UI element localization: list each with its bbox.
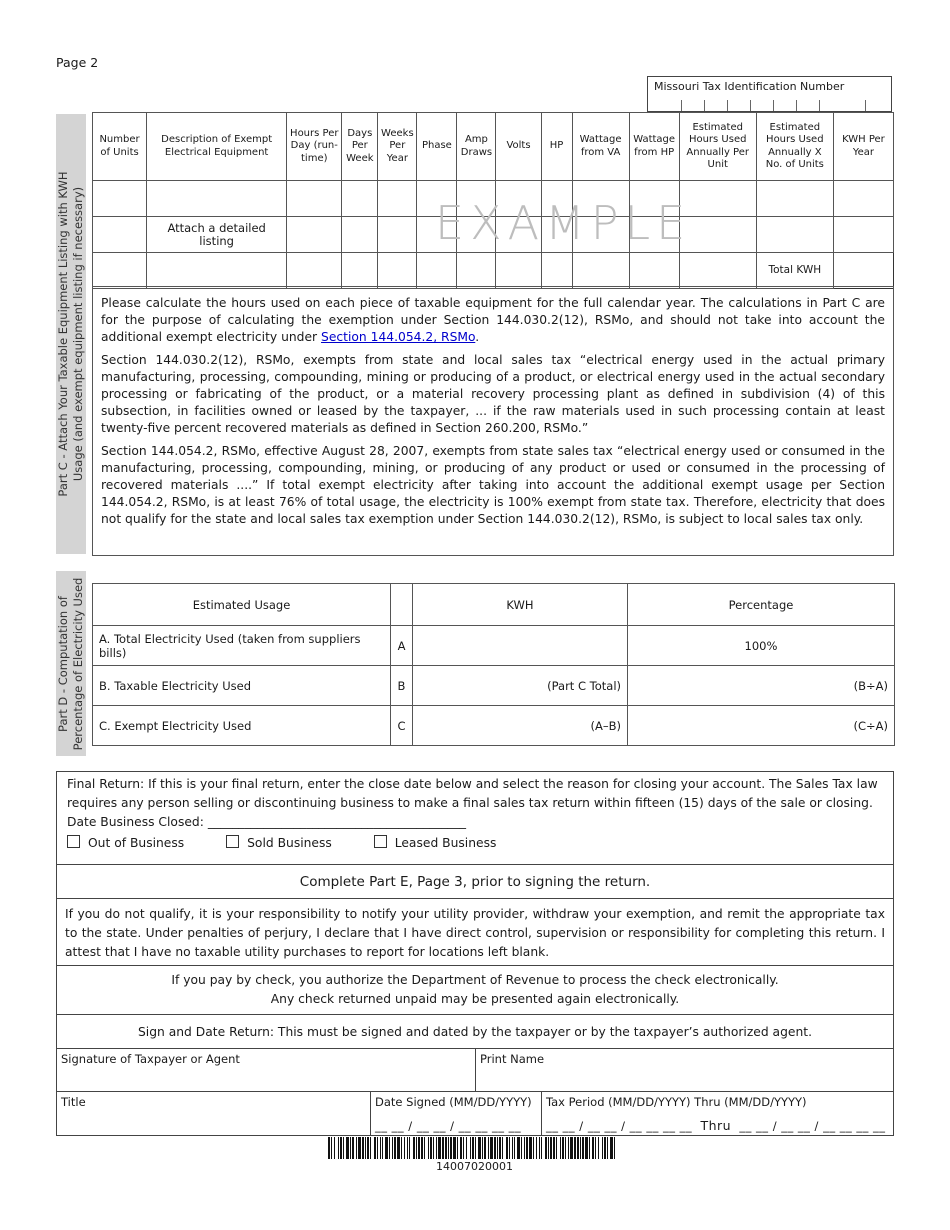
tax-period-from[interactable]: __ __ / __ __ / __ __ __ __ [546,1119,693,1133]
barcode-bar [556,1137,557,1159]
col-number-of-units: Number of Units [93,113,147,181]
barcode-bar [497,1137,498,1159]
tax-period-field[interactable] [541,1092,893,1135]
barcode-bar [463,1137,464,1159]
date-closed-field[interactable] [67,813,883,832]
thru-label: Thru [700,1118,732,1133]
title-date-row [57,1092,893,1135]
header-percentage: Percentage [628,584,895,626]
barcode-bar [482,1137,483,1159]
barcode-bar [404,1137,405,1159]
barcode-bar [346,1137,349,1159]
barcode-bar [382,1137,383,1159]
example-watermark: EXAMPLE [435,196,692,250]
title-label: Title [61,1095,86,1109]
barcode-bar [488,1137,489,1159]
barcode-bar [401,1137,402,1159]
barcode-bar [460,1137,462,1159]
row-b-label: B. Taxable Electricity Used [93,666,391,706]
barcode-bar [570,1137,573,1159]
barcode-bar [539,1137,540,1159]
barcode-bar [394,1137,396,1159]
header-estimated-usage: Estimated Usage [93,584,391,626]
barcode-bar [424,1137,425,1159]
barcode-bar [416,1137,417,1159]
barcode-bar [409,1137,410,1159]
sign-and-date-instruction: Sign and Date Return: This must be signed and dated by the taxpayer or by the taxpayer’s authorized agent. [57,1015,893,1049]
row-b-kwh[interactable]: (Part C Total) [413,666,628,706]
check-text-1: If you pay by check, you authorize the Department of Revenue to process the check electronically. [171,973,779,987]
barcode-bar [397,1137,400,1159]
barcode-bar [358,1137,361,1159]
barcode-bar [453,1137,456,1159]
tax-id-box[interactable] [647,76,892,112]
barcode-bar [343,1137,344,1159]
barcode-bar [580,1137,581,1159]
part-c-title-line2: Usage (and exempt equipment listing if necessary) [71,186,85,482]
barcode-bar [370,1137,371,1159]
barcode-bar [550,1137,552,1159]
barcode-bar [568,1137,569,1159]
signature-row [57,1049,893,1092]
barcode-bar [389,1137,390,1159]
part-d-title-line2: Percentage of Electricity Used [71,577,85,750]
date-closed-label: Date Business Closed: [67,815,204,829]
barcode-bar [350,1137,351,1159]
barcode-bar [418,1137,420,1159]
barcode-bar [374,1137,376,1159]
final-return-section [57,772,893,865]
part-c-title-line1: Part C - Attach Your Taxable Equipment Listing with KWH [56,171,70,497]
barcode-bar [331,1137,332,1159]
checkbox-icon[interactable] [67,835,80,848]
barcode-bar [604,1137,606,1159]
row-c-label: C. Exempt Electricity Used [93,706,391,746]
barcode-bar [450,1137,452,1159]
barcode-bar [421,1137,423,1159]
perjury-statement: If you do not qualify, it is your responsibility to notify your utility provider, withdraw your exemption, and remit the appropriate tax to the state. Under penalties of perjury, I declare that I have direct control, supervision or responsibility for completing this return. I attest that I have no taxable utility purchases to report for locations left blank. [57,899,893,966]
date-signed-label: Date Signed (MM/DD/YYYY) [375,1095,532,1109]
checkbox-out-of-business[interactable]: Out of Business [67,834,184,853]
barcode-bar [512,1137,513,1159]
barcode-bar [598,1137,599,1159]
row-a-kwh[interactable] [413,626,628,666]
barcode-bar [577,1137,579,1159]
barcode-bar [334,1137,335,1159]
total-kwh-input[interactable] [833,253,893,289]
section-144-054-link[interactable]: Section 144.054.2, RSMo [321,330,476,344]
complete-part-e-note: Complete Part E, Page 3, prior to signing the return. [57,865,893,899]
header-kwh: KWH [413,584,628,626]
col-wattage-hp: Wattage from HP [629,113,679,181]
barcode-bar [445,1137,447,1159]
barcode-bar [377,1137,378,1159]
barcode-bar [365,1137,366,1159]
col-weeks-per-year: Weeks Per Year [378,113,417,181]
barcode-bar [484,1137,486,1159]
barcode-bar [356,1137,357,1159]
barcode-bar [560,1137,561,1159]
col-description: Description of Exempt Electrical Equipment [147,113,287,181]
col-days-per-week: Days Per Week [342,113,378,181]
barcode-bar [367,1137,369,1159]
barcode-bar [442,1137,444,1159]
barcode-bar [499,1137,501,1159]
barcode-bar [470,1137,471,1159]
barcode-bar [548,1137,549,1159]
barcode-bar [413,1137,415,1159]
table-row [93,626,895,666]
barcode-bar [433,1137,434,1159]
barcode-bar [521,1137,522,1159]
barcode-bar [380,1137,381,1159]
barcode-bar [514,1137,515,1159]
signature-label: Signature of Taxpayer or Agent [61,1052,240,1066]
barcode-bar [428,1137,429,1159]
barcode-bar [494,1137,496,1159]
barcode-bar [526,1137,528,1159]
print-name-field[interactable] [475,1049,893,1091]
barcode-bar [506,1137,508,1159]
check-text-2: Any check returned unpaid may be presented again electronically. [270,992,680,1006]
barcode-bar [565,1137,566,1159]
row-a-letter: A [391,626,413,666]
barcode-bar [529,1137,532,1159]
col-phase: Phase [417,113,457,181]
row-a-label: A. Total Electricity Used (taken from suppliers bills) [93,626,391,666]
date-signed-blank[interactable]: __ __ / __ __ / __ __ __ __ [375,1119,522,1133]
barcode-bar [436,1137,437,1159]
table-row [93,666,895,706]
date-signed-field[interactable] [370,1092,541,1135]
final-return-and-signature [56,771,894,1136]
instruction-paragraph-2: Section 144.030.2(12), RSMo, exempts from state and local sales tax “electrical energy used in the actual primary manufacturing, processing, compounding, mining or producing of a product, or electrical energy used in the actual secondary processing or fabricating of the product, or a material recovery processing plant as defined in subdivision (4) of this subsection, in facilities owned or leased by the taxpayer, ... if the raw materials used in such processing contain at least twenty-five percent recovered materials as defined in Section 260.200, RSMo.” [101,353,885,435]
barcode-bar [509,1137,510,1159]
instruction-paragraph-1: Please calculate the hours used on each piece of taxable equipment for the full calendar year. The calculations in Part C are for the purpose of calculating the exemption under Section 144.030.2(12), RSMo, and should not take into account the additional exempt electricity under Section 144.054.2, RSMo. [101,296,885,344]
title-field[interactable] [57,1092,370,1135]
barcode-bar [574,1137,576,1159]
electricity-usage-table [92,583,895,746]
barcode-bar [472,1137,474,1159]
final-return-text: Final Return: If this is your final return, enter the close date below and select the reason for closing your account. The Sales Tax law requires any person selling or discontinuing business to make a final sales tax return within fifteen (15) days of the sale or closing. [67,777,878,810]
barcode-bar [553,1137,555,1159]
attach-listing-note: Attach a detailed listing [147,217,287,253]
barcode-bar [392,1137,393,1159]
barcode-bar [352,1137,354,1159]
barcode-bar [541,1137,542,1159]
row-b-letter: B [391,666,413,706]
tax-id-label: Missouri Tax Identification Number [654,80,845,93]
date-closed-line[interactable]: __________________________________________ [207,815,467,829]
barcode-bar [448,1137,449,1159]
barcode-bar [545,1137,547,1159]
col-amp-draws: Amp Draws [457,113,496,181]
checkbox-leased-business[interactable]: Leased Business [374,834,497,853]
print-name-label: Print Name [480,1052,545,1066]
col-hours-per-day: Hours Per Day (run-time) [287,113,342,181]
barcode-bar [533,1137,534,1159]
col-hours-x-units: Estimated Hours Used Annually X No. of Units [756,113,833,181]
row-c-percentage[interactable]: (C÷A) [628,706,895,746]
barcode-number: 14007020001 [436,1160,513,1173]
barcode-bar [517,1137,520,1159]
row-b-percentage[interactable]: (B÷A) [628,666,895,706]
part-d-title-line1: Part D - Computation of [56,595,70,732]
tax-period-to[interactable]: __ __ / __ __ / __ __ __ __ [739,1119,886,1133]
barcode-bar [614,1137,615,1159]
barcode-bar [430,1137,432,1159]
col-kwh-per-year: KWH Per Year [833,113,893,181]
barcode-bar [585,1137,588,1159]
barcode-bar [457,1137,458,1159]
barcode [328,1137,616,1159]
row-c-kwh[interactable]: (A–B) [413,706,628,746]
page-label: Page 2 [56,55,99,70]
barcode-bar [610,1137,613,1159]
col-hours-per-unit: Estimated Hours Used Annually Per Unit [679,113,756,181]
barcode-bar [438,1137,441,1159]
col-wattage-va: Wattage from VA [572,113,629,181]
barcode-bar [340,1137,342,1159]
barcode-bar [589,1137,590,1159]
barcode-bar [475,1137,476,1159]
col-hp: HP [541,113,572,181]
barcode-bar [362,1137,364,1159]
barcode-bar [607,1137,608,1159]
barcode-bar [407,1137,408,1159]
barcode-bar [466,1137,467,1159]
row-a-percentage: 100% [628,626,895,666]
total-kwh-label: Total KWH [756,253,833,289]
barcode-bar [524,1137,525,1159]
barcode-bar [562,1137,564,1159]
instruction-paragraph-3: Section 144.054.2, RSMo, effective August 28, 2007, exempts from state sales tax “electrical energy used or consumed in the manufacturing, processing, compounding, mining, or producing of any product or used or consumed in the processing of recovered materials ....” If total exempt electricity after taking into account the additional exempt usage per Section 144.054.2, RSMo, is at least 76% of total usage, the electricity is 100% exempt from state tax. Therefore, electricity that does not qualify for the state and local sales tax exemption under Section 144.030.2(12), RSMo, is subject to local sales tax only. [101,444,885,526]
barcode-bar [490,1137,493,1159]
checkbox-icon[interactable] [374,835,387,848]
checkbox-sold-business[interactable]: Sold Business [226,834,332,853]
barcode-bar [592,1137,594,1159]
barcode-bar [536,1137,537,1159]
part-c-side-tab [56,114,86,554]
part-d-side-tab [56,571,86,756]
checkbox-icon[interactable] [226,835,239,848]
part-c-instructions [92,286,894,556]
barcode-bar [338,1137,339,1159]
table-row [93,253,894,289]
barcode-bar [478,1137,481,1159]
barcode-bar [602,1137,603,1159]
barcode-bar [328,1137,330,1159]
barcode-bar [582,1137,584,1159]
check-authorization [57,966,893,1015]
signature-field[interactable] [57,1049,475,1091]
tax-period-label: Tax Period (MM/DD/YYYY) Thru (MM/DD/YYYY) [546,1095,807,1109]
barcode-bar [385,1137,388,1159]
table-row [93,706,895,746]
barcode-bar [502,1137,503,1159]
col-volts: Volts [496,113,541,181]
row-c-letter: C [391,706,413,746]
barcode-bar [595,1137,596,1159]
